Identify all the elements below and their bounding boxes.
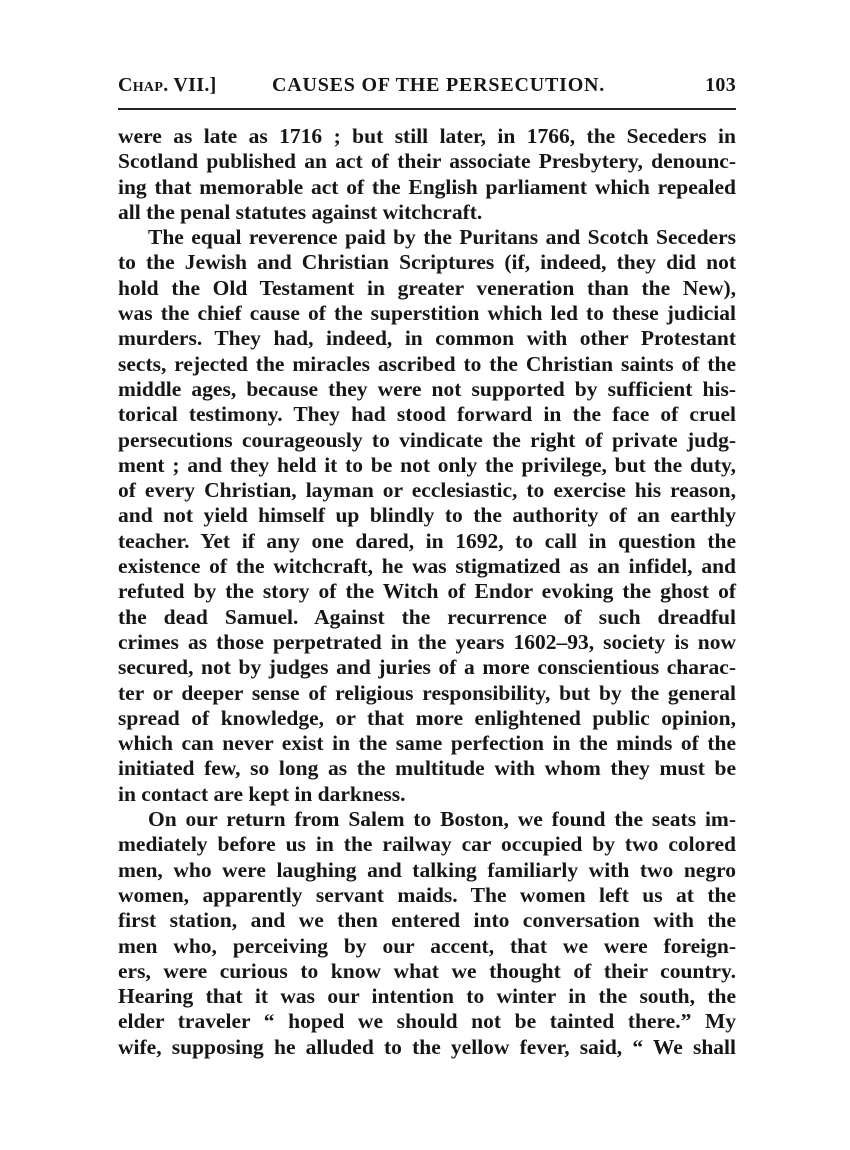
- text-line: On our return from Salem to Boston, we found the seats im-: [148, 807, 736, 832]
- text-line: hold the Old Testament in greater veneration than the New),: [118, 275, 736, 300]
- text-line: ing that memorable act of the English parliament which repealed: [118, 174, 736, 199]
- text-line: middle ages, because they were not supported by sufficient his-: [118, 376, 736, 401]
- text-line: existence of the witchcraft, he was stigmatized as an infidel, and: [118, 554, 736, 579]
- text-line: crimes as those perpetrated in the years 1602–93, society is now: [118, 629, 736, 654]
- text-line: first station, and we then entered into conversation with the: [118, 908, 736, 933]
- text-line: the dead Samuel. Against the recurrence of such dreadful: [118, 604, 736, 629]
- text-line: murders. They had, indeed, in common with other Protestant: [118, 326, 736, 351]
- running-header: [118, 74, 736, 100]
- text-line: which can never exist in the same perfection in the minds of the: [118, 731, 736, 756]
- body-text: [118, 124, 736, 1060]
- text-line: was the chief cause of the superstition which led to these judicial: [118, 301, 736, 326]
- text-line: Hearing that it was our intention to winter in the south, the: [118, 984, 736, 1009]
- text-line: all the penal statutes against witchcraft.: [118, 199, 483, 224]
- text-line: ter or deeper sense of religious responsibility, but by the general: [118, 680, 736, 705]
- text-line: ers, were curious to know what we thought of their country.: [118, 958, 736, 983]
- text-line: spread of knowledge, or that more enlightened public opinion,: [118, 705, 736, 730]
- text-line: ment ; and they held it to be not only the privilege, but the duty,: [118, 452, 736, 477]
- text-line: The equal reverence paid by the Puritans and Scotch Seceders: [148, 225, 736, 250]
- text-line: to the Jewish and Christian Scriptures (if, indeed, they did not: [118, 250, 736, 275]
- text-line: wife, supposing he alluded to the yellow fever, said, “ We shall: [118, 1034, 736, 1059]
- text-line: mediately before us in the railway car occupied by two colored: [118, 832, 736, 857]
- page-number: 103: [705, 74, 736, 96]
- text-line: women, apparently servant maids. The women left us at the: [118, 882, 736, 907]
- text-line: refuted by the story of the Witch of Endor evoking the ghost of: [118, 579, 736, 604]
- text-line: persecutions courageously to vindicate the right of private judg-: [118, 427, 736, 452]
- chapter-label: Chap. VII.]: [118, 74, 217, 96]
- text-line: teacher. Yet if any one dared, in 1692, to call in question the: [118, 528, 736, 553]
- text-line: men, who were laughing and talking familiarly with two negro: [118, 857, 736, 882]
- text-line: men who, perceiving by our accent, that we were foreign-: [118, 933, 736, 958]
- running-title: CAUSES OF THE PERSECUTION.: [272, 74, 606, 96]
- text-line: torical testimony. They had stood forward in the face of cruel: [118, 402, 736, 427]
- text-line: and not yield himself up blindly to the authority of an earthly: [118, 503, 736, 528]
- text-line: sects, rejected the miracles ascribed to the Christian saints of the: [118, 351, 736, 376]
- header-rule: [118, 108, 736, 110]
- text-line: Scotland published an act of their associate Presbytery, denounc-: [118, 149, 736, 174]
- text-line: elder traveler “ hoped we should not be tainted there.” My: [118, 1009, 736, 1034]
- text-line: secured, not by judges and juries of a more conscientious charac-: [118, 655, 736, 680]
- text-line: were as late as 1716 ; but still later, in 1766, the Seceders in: [118, 124, 736, 148]
- text-line: in contact are kept in darkness.: [118, 781, 406, 806]
- text-line: initiated few, so long as the multitude with whom they must be: [118, 756, 736, 781]
- text-line: of every Christian, layman or ecclesiastic, to exercise his reason,: [118, 478, 736, 503]
